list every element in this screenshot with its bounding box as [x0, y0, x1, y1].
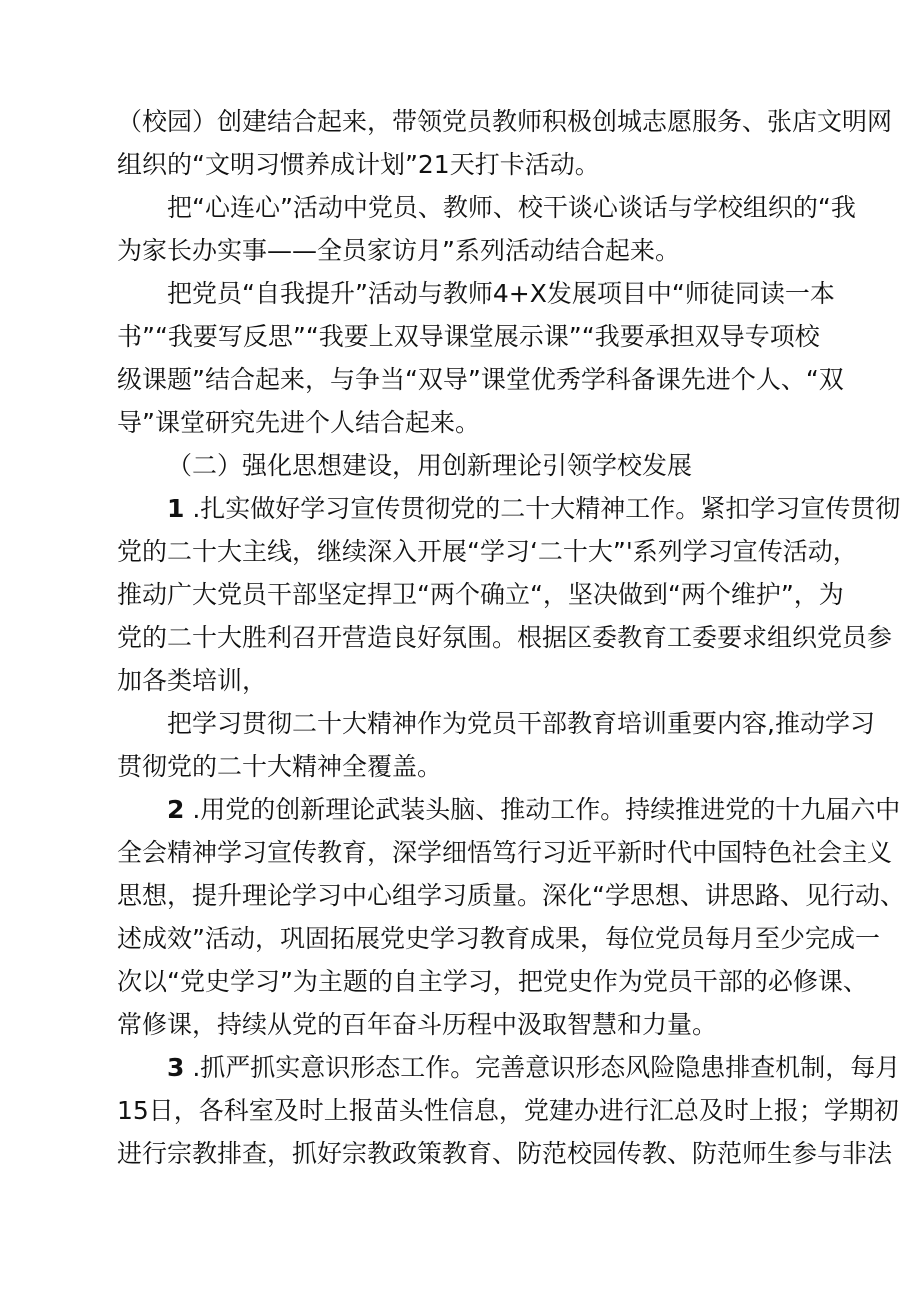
text-line: 把“心连心”活动中党员、教师、校干谈心谈话与学校组织的“我 — [167, 193, 856, 222]
paragraph-item-2 — [117, 788, 905, 1046]
text-line: 为家长办实事——全员家访月”系列活动结合起来。 — [117, 236, 680, 265]
item-text: .用党的创新理论武装头脑、推动工作。持续推进党的十九届六中 — [184, 795, 901, 824]
text-line: 思想，提升理论学习中心组学习质量。深化“学思想、讲思路、见行动、 — [117, 881, 905, 910]
text-line: 把学习贯彻二十大精神作为党员干部教育培训重要内容,推动学习 — [167, 709, 875, 738]
text-line: 全会精神学习宣传教育，深学细悟笃行习近平新时代中国特色社会主义 — [117, 838, 893, 867]
item-number: 2 — [167, 795, 185, 824]
text-line: 党的二十大主线，继续深入开展“学习‘二十大”'系列学习宣传活动， — [117, 537, 858, 566]
text-line: 党的二十大胜利召开营造良好氛围。根据区委教育工委要求组织党员参 — [117, 623, 893, 652]
text-line: 进行宗教排查，抓好宗教政策教育、防范校园传教、防范师生参与非法 — [117, 1139, 893, 1168]
item-text: .扎实做好学习宣传贯彻党的二十大精神工作。紧扣学习宣传贯彻 — [184, 494, 901, 523]
text-line: 把党员“自我提升”活动与教师4+X发展项目中“师徒同读一本 — [167, 279, 835, 308]
section-heading — [117, 444, 847, 487]
paragraph-campus-creation — [117, 100, 893, 186]
text-line: 加各类培训， — [117, 666, 268, 695]
text-line: 常修课，持续从党的百年奋斗历程中汲取智慧和力量。 — [117, 1010, 718, 1039]
text-line: 述成效”活动，巩固拓展党史学习教育成果，每位党员每月至少完成一 — [117, 924, 880, 953]
text-line: 推动广大党员干部坚定捍卫“两个确立“，坚决做到“两个维护”，为 — [117, 580, 844, 609]
item-number: 3 — [167, 1053, 185, 1082]
document-body — [117, 100, 905, 1175]
paragraph-heart-to-heart — [117, 186, 856, 272]
paragraph-item-3 — [117, 1046, 901, 1175]
text-line: （校园）创建结合起来，带领党员教师积极创城志愿服务、张店文明网 — [117, 107, 893, 136]
item-text: .抓严抓实意识形态工作。完善意识形态风险隐患排查机制，每月 — [184, 1053, 901, 1082]
text-line: 组织的“文明习惯养成计划”21天打卡活动。 — [117, 150, 600, 179]
section-heading-text: （二）强化思想建设，用创新理论引领学校发展 — [167, 451, 693, 480]
text-line: 导”课堂研究先进个人结合起来。 — [117, 408, 480, 437]
item-number: 1 — [167, 494, 185, 523]
text-line — [117, 1046, 901, 1089]
text-line: 15日，各科室及时上报苗头性信息，党建办进行汇总及时上报；学期初 — [117, 1096, 899, 1125]
text-line — [117, 788, 901, 831]
paragraph-study-coverage — [117, 702, 875, 788]
text-line: 书”“我要写反思”“我要上双导课堂展示课”“我要承担双导专项校 — [117, 322, 820, 351]
text-line: 贯彻党的二十大精神全覆盖。 — [117, 752, 443, 781]
paragraph-item-1 — [117, 487, 901, 702]
paragraph-self-improvement — [117, 272, 847, 444]
text-line: 级课题”结合起来，与争当“双导”课堂优秀学科备课先进个人、“双 — [117, 365, 844, 394]
text-line: 次以“党史学习”为主题的自主学习，把党史作为党员干部的必修课、 — [117, 967, 868, 996]
text-line — [117, 487, 901, 530]
